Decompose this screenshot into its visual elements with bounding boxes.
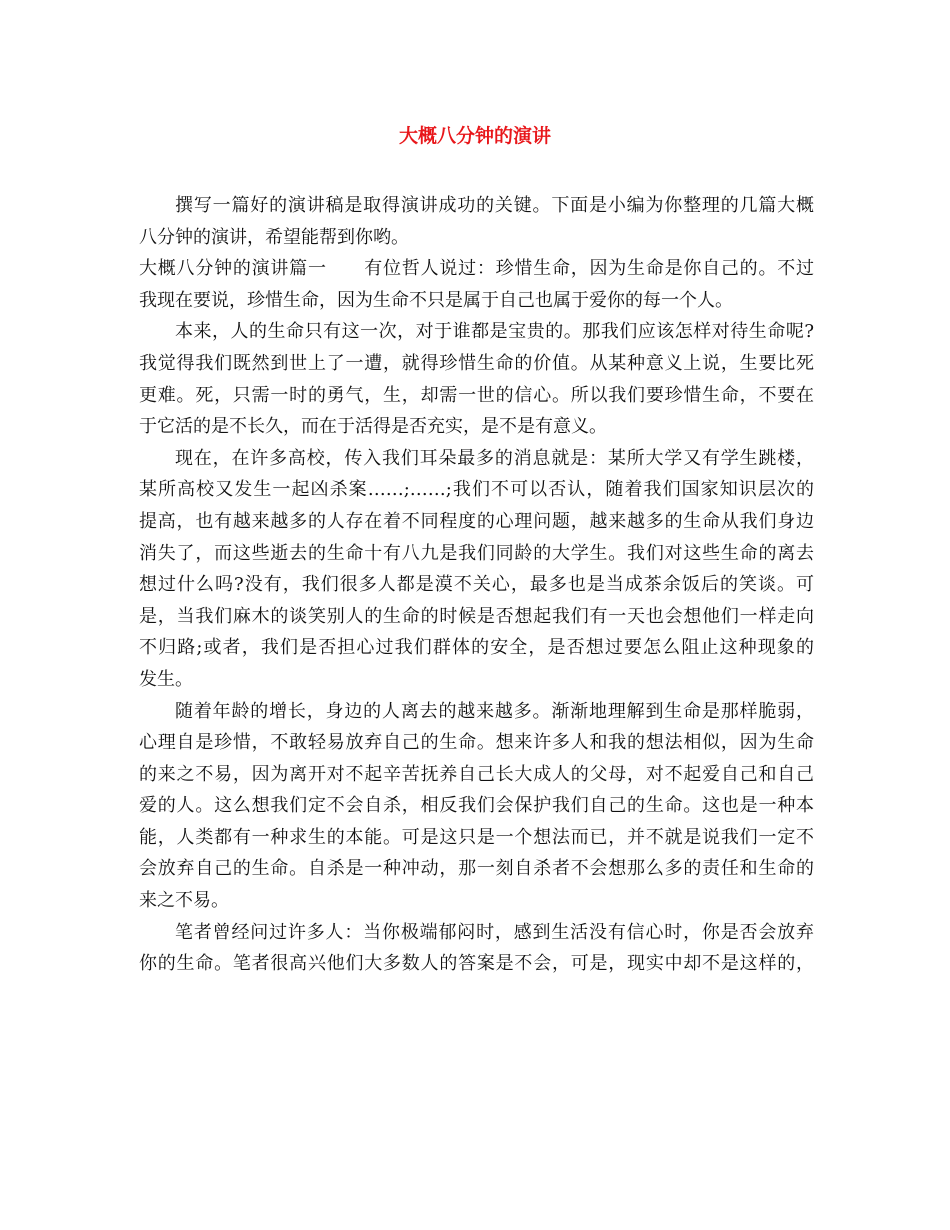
- text-line: 我现在要说，珍惜生命，因为生命不只是属于自己也属于爱你的每一个人。: [139, 289, 733, 311]
- text-line: 想过什么吗?没有，我们很多人都是漠不关心，最多也是当成茶余饭后的笑谈。可: [139, 574, 814, 596]
- text-line: 来之不易。: [139, 890, 229, 912]
- text-line: 现在，在许多高校，传入我们耳朵最多的消息就是：某所大学又有学生跳楼，: [175, 447, 814, 469]
- text-line: 撰写一篇好的演讲稿是取得演讲成功的关键。下面是小编为你整理的几篇大概: [175, 195, 814, 216]
- document-body: [139, 190, 814, 980]
- text-line: 发生。: [139, 668, 193, 690]
- text-line: 八分钟的演讲，希望能帮到你哟。: [139, 226, 409, 248]
- text-line: 某所高校又发生一起凶杀案……;……;我们不可以否认，随着我们国家知识层次的: [139, 479, 814, 501]
- text-line: 是，当我们麻木的谈笑别人的生命的时候是否想起我们有一天也会想他们一样走向: [139, 605, 814, 627]
- text-line: 我觉得我们既然到世上了一遭，就得珍惜生命的价值。从某种意义上说，生要比死: [139, 352, 814, 374]
- text-line: 笔者曾经问过许多人：当你极端郁闷时，感到生活没有信心时，你是否会放弃: [175, 921, 814, 943]
- text-line: 提高，也有越来越多的人存在着不同程度的心理问题，越来越多的生命从我们身边: [139, 510, 814, 532]
- text-line: 消失了，而这些逝去的生命十有八九是我们同龄的大学生。我们对这些生命的离去: [139, 542, 814, 564]
- text-line: 心理自是珍惜，不敢轻易放弃自己的生命。想来许多人和我的想法相似，因为生命: [139, 732, 814, 754]
- text-line: 能，人类都有一种求生的本能。可是这只是一个想法而已，并不就是说我们一定不: [139, 826, 814, 848]
- text-line: 不归路;或者，我们是否担心过我们群体的安全，是否想过要怎么阻止这种现象的: [139, 637, 814, 659]
- text-line: 更难。死，只需一时的勇气，生，却需一世的信心。所以我们要珍惜生命，不要在: [139, 384, 814, 406]
- text-line: 于它活的是不长久，而在于活得是否充实，是不是有意义。: [139, 416, 607, 438]
- text-line: 你的生命。笔者很高兴他们大多数人的答案是不会，可是，现实中却不是这样的，: [139, 953, 814, 975]
- text-line: 的来之不易，因为离开对不起辛苦抚养自己长大成人的父母，对不起爱自己和自己: [139, 763, 814, 785]
- text-line: 大概八分钟的演讲篇一 有位哲人说过：珍惜生命，因为生命是你自己的。不过: [139, 258, 814, 280]
- text-line: 会放弃自己的生命。自杀是一种冲动，那一刻自杀者不会想那么多的责任和生命的: [139, 858, 814, 880]
- text-line: 随着年龄的增长，身边的人离去的越来越多。渐渐地理解到生命是那样脆弱，: [175, 700, 814, 722]
- text-line: 本来，人的生命只有这一次，对于谁都是宝贵的。那我们应该怎样对待生命呢?: [175, 321, 814, 343]
- document-title: 大概八分钟的演讲: [398, 125, 551, 147]
- text-line: 爱的人。这么想我们定不会自杀，相反我们会保护我们自己的生命。这也是一种本: [139, 795, 814, 817]
